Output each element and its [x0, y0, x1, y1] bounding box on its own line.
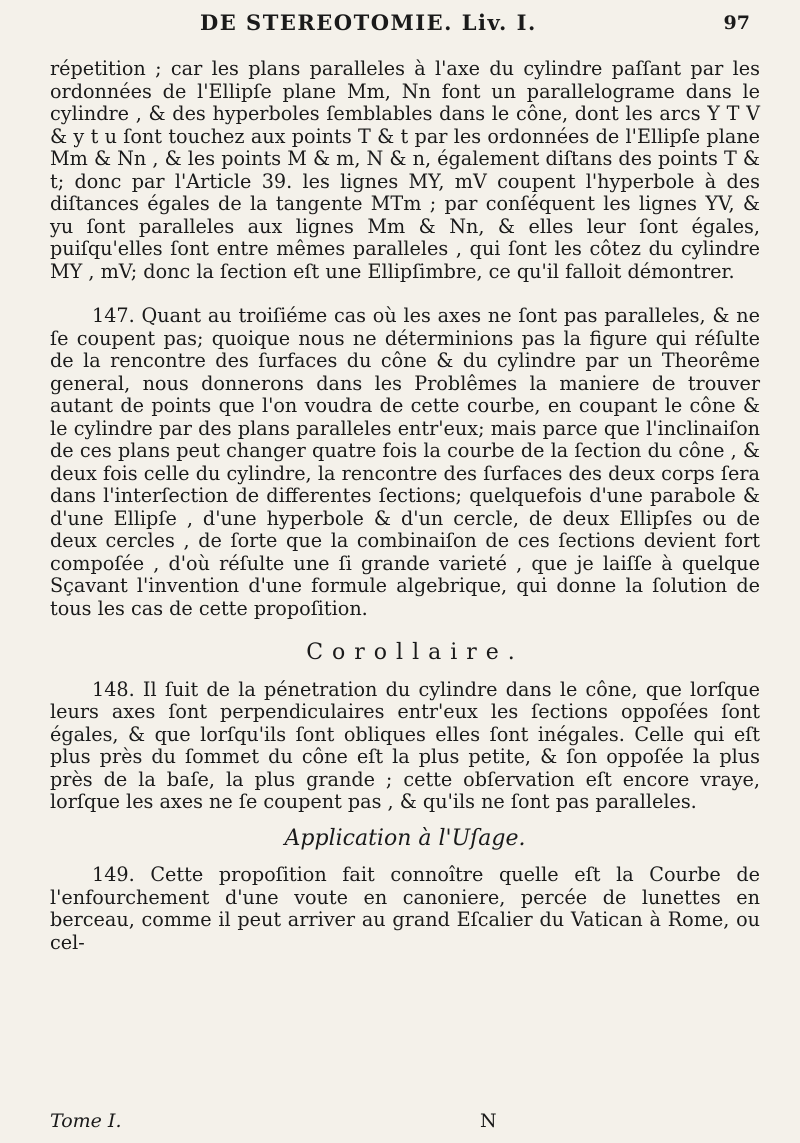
- running-head: DE STEREOTOMIE. Liv. I.: [200, 10, 537, 35]
- paragraph-148: 148. Il ſuit de la pénetration du cylindre dans le cône, que lorſque leurs axes ſont perpendiculaires entr'eux les ſections oppoſées ſont égales, & que lorſqu'ils ſont obliques elles ſont inégales. Celle qui eſt plus près du ſommet du cône eſt la plus petite, & ſon oppoſée la plus près de la baſe, la plus grande ; cette obſervation eſt encore vraye, lorſque les axes ne ſe coupent pas , & qu'ils ne ſont pas paralleles.: [50, 677, 760, 813]
- subsection-title-application: Application à l'Uſage.: [284, 825, 526, 851]
- page-number: 97: [723, 12, 750, 34]
- body-text: [50, 58, 760, 954]
- paragraph-continuation: répetition ; car les plans paralleles à l'axe du cylindre paſſant par les ordonnées de l'Ellipſe plane Mm, Nn font un parallelograme dans le cylindre , & des hyperboles ſemblables dans le cône, dont les arcs Y T V & y t u ſont touchez aux points T & t par les ordonnées de l'Ellipſe plane Mm & Nn , & les points M & m, N & n, également diſtans des points T & t; donc par l'Article 39. les lignes MY, mV coupent l'hyperbole à des diſtances égales de la tangente MTm ; par conſéquent les lignes YV, & yu ſont paralleles aux lignes Mm & Nn, & elles leur ſont égales, puiſqu'elles ſont entre mêmes paralleles , qui ſont les côtez du cylindre MY , mV; donc la ſection eſt une Ellipſimbre, ce qu'il falloit démontrer.: [50, 57, 760, 283]
- section-title-corollaire: Corollaire.: [306, 640, 524, 665]
- paragraph-147: 147. Quant au troiſiéme cas où les axes ne ſont pas paralleles, & ne ſe coupent pas; quoique nous ne déterminions pas la figure qui réſulte de la rencontre des ſurfaces du cône & du cylindre par un Theorême general, nous donnerons dans les Problêmes la maniere de trouver autant de points que l'on voudra de cette courbe, en coupant le cône & le cylindre par des plans paralleles entr'eux; mais parce que l'inclinaiſon de ces plans peut changer quatre fois la courbe de la ſection du cône , & deux fois celle du cylindre, la rencontre des ſurfaces des deux corps ſera dans l'interſection de differentes ſections; quelquefois d'une parabole & d'une Ellipſe , d'une hyperbole & d'un cercle, de deux Ellipſes ou de deux cercles , de ſorte que la combinaiſon de ces ſections devient fort compoſée , d'où réſulte une ſi grande varieté , que je laiſſe à quelque Sçavant l'invention d'une formule algebrique, qui donne la ſolution de tous les cas de cette propoſition.: [50, 304, 760, 620]
- volume-label: Tome I.: [50, 1110, 122, 1132]
- page-footer: [50, 1110, 710, 1134]
- page-header: [150, 10, 750, 46]
- signature-mark: N: [480, 1110, 497, 1132]
- paragraph-149: 149. Cette propoſition fait connoître quelle eſt la Courbe de l'enfourchement d'une voute en canoniere, percée de lunettes en berceau, comme il peut arriver au grand Eſcalier du Vatican à Rome, ou cel-: [50, 863, 760, 954]
